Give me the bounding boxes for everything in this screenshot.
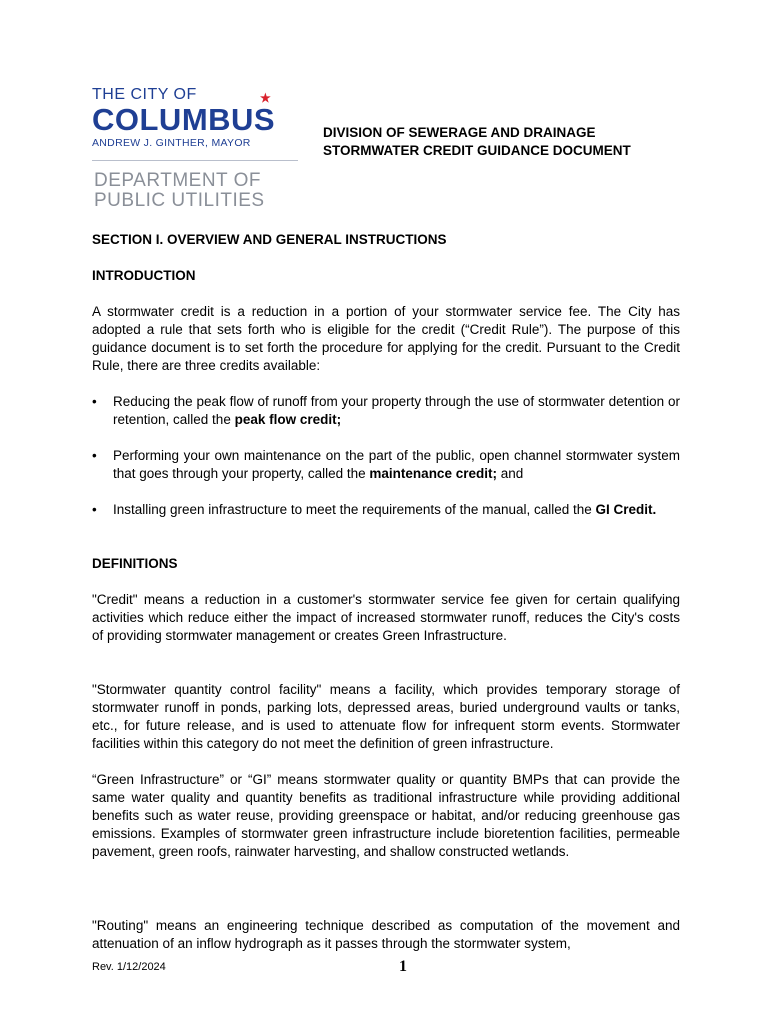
- title-line1: DIVISION OF SEWERAGE AND DRAINAGE: [323, 125, 596, 140]
- city-logo: [92, 86, 302, 150]
- dept-line2: PUBLIC UTILITIES: [94, 190, 265, 211]
- bullet-text: Installing green infrastructure to meet the requirements of the manual, called the GI Credit.: [113, 502, 657, 517]
- star-icon: ★: [260, 91, 272, 105]
- introduction-paragraph: A stormwater credit is a reduction in a portion of your stormwater service fee. The City has adopted a rule that sets forth who is eligible for the credit (“Credit Rule”). The purpose of this guidance document is to set forth the procedure for applying for the credit. Pursuant to the Credit Rule, there are three credits available:: [92, 304, 680, 373]
- definition-routing: "Routing" means an engineering technique described as computation of the movement and attenuation of an inflow hydrograph as it passes through the stormwater system,: [92, 918, 680, 951]
- title-line2: STORMWATER CREDIT GUIDANCE DOCUMENT: [323, 143, 631, 158]
- bullet-icon: •: [92, 502, 97, 517]
- logo-divider: [92, 160, 298, 161]
- document-title: [323, 124, 631, 160]
- bullet-bold: GI Credit.: [595, 502, 657, 517]
- department-logo: [94, 171, 304, 211]
- dept-line1: DEPARTMENT OF: [94, 170, 261, 191]
- logo-columbus-text: COLUMBUS: [92, 102, 276, 137]
- section-heading: SECTION I. OVERVIEW AND GENERAL INSTRUCTIONS: [92, 232, 447, 247]
- bullet-bold: maintenance credit;: [369, 466, 497, 481]
- definition-credit: "Credit" means a reduction in a customer's stormwater service fee given for certain qualifying activities which reduce either the impact of increased stormwater runoff, reduces the City's costs of providing stormwater management or creates Green Infrastructure.: [92, 592, 680, 643]
- bullet-text: Performing your own maintenance on the part of the public, open channel stormwater system that goes through your property, called the maintenance credit; and: [113, 448, 680, 481]
- bullet-bold: peak flow credit;: [234, 412, 342, 427]
- bullet-icon: •: [92, 394, 97, 409]
- definition-green-infrastructure: “Green Infrastructure” or “GI” means stormwater quality or quantity BMPs that can provide the same water quality and quantity benefits as traditional infrastructure while providing additional benefits such as water reuse, providing greenspace or habitat, and/or reducing greenhouse gas emissions. Examples of stormwater green infrastructure include bioretention facilities, permeable pavement, green roofs, rainwater harvesting, and shallow constructed wetlands.: [92, 772, 680, 859]
- definition-quantity-control: "Stormwater quantity control facility" means a facility, which provides temporary storage of stormwater runoff in ponds, parking lots, depressed areas, buried underground vaults or tanks, etc., for future release, and is used to attenuate flow for infrequent storm events. Stormwater facilities within this category do not meet the definition of green infrastructure.: [92, 682, 680, 751]
- introduction-heading: INTRODUCTION: [92, 268, 196, 283]
- bullet-text: Reducing the peak flow of runoff from your property through the use of stormwater detention or retention, called the peak flow credit;: [113, 394, 680, 427]
- logo-mayor: ANDREW J. GINTHER, MAYOR: [92, 137, 251, 149]
- logo-city-of: THE CITY OF: [92, 86, 197, 103]
- revision-date: Rev. 1/12/2024: [92, 961, 166, 973]
- bullet-icon: •: [92, 448, 97, 463]
- definitions-heading: DEFINITIONS: [92, 556, 178, 571]
- page-number: 1: [399, 958, 407, 975]
